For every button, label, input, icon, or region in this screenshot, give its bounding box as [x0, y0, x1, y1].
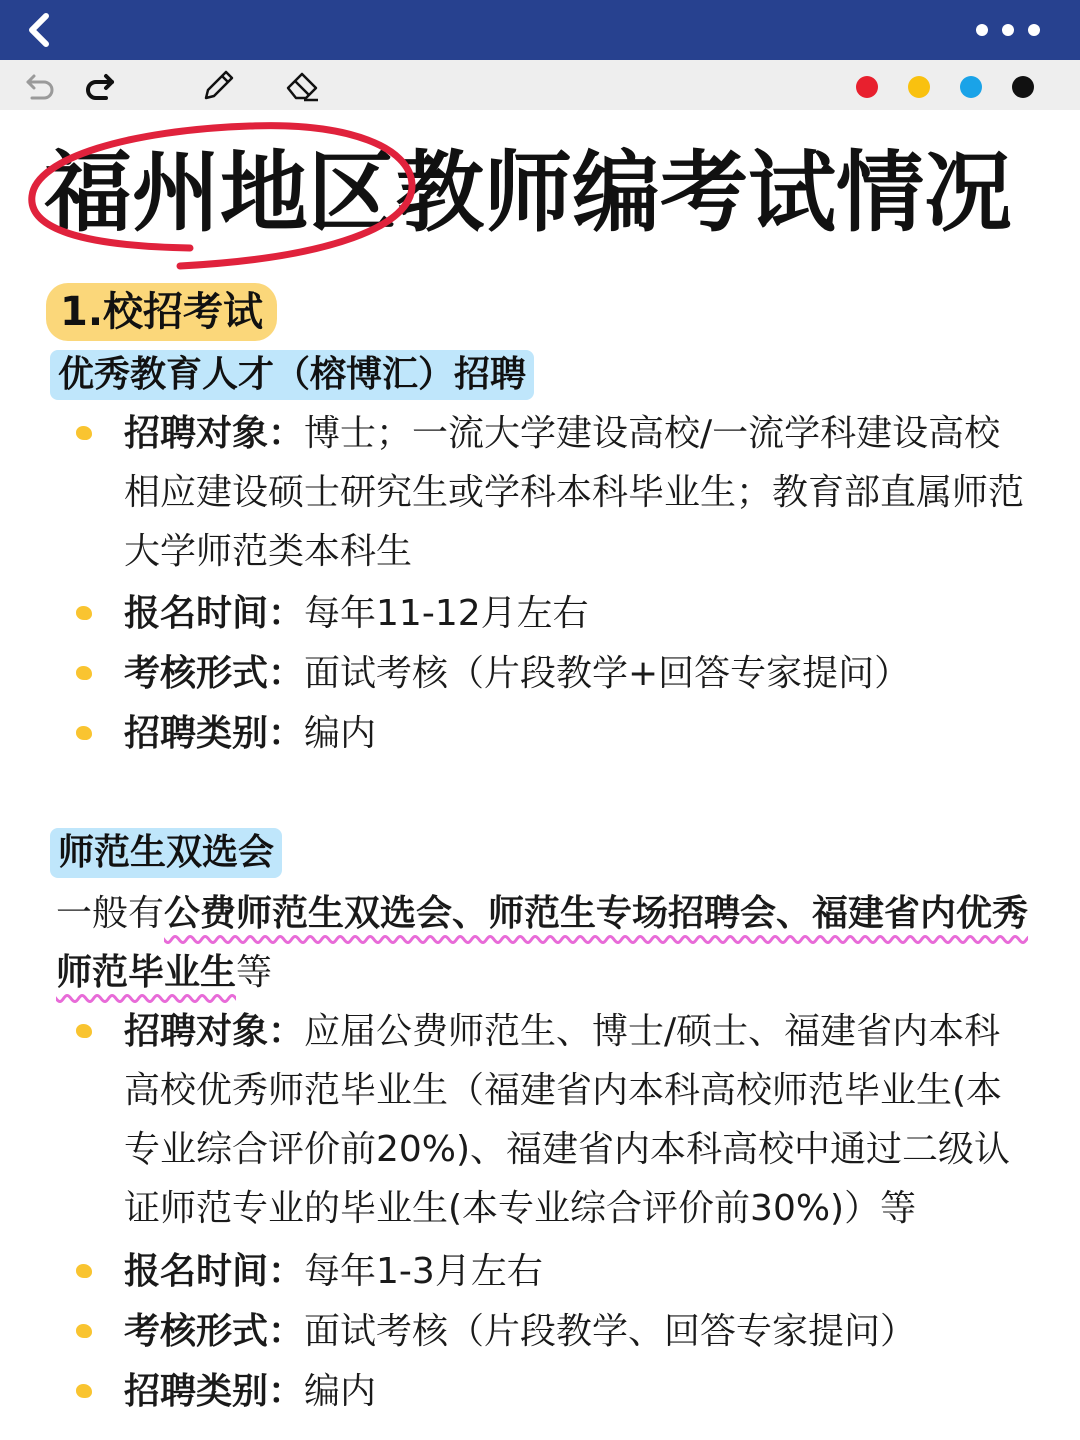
- subsection-heading-dual-selection: 师范生双选会: [50, 828, 282, 878]
- color-black-swatch[interactable]: [1012, 76, 1034, 98]
- list-item: 报名时间：每年11-12月左右: [124, 593, 589, 634]
- color-red-swatch[interactable]: [856, 76, 878, 98]
- subsection-heading-rongbohui: 优秀教育人才（榕博汇）招聘: [50, 350, 534, 400]
- eraser-icon[interactable]: [282, 66, 320, 104]
- color-yellow-swatch[interactable]: [908, 76, 930, 98]
- list-item: 招聘类别：编内: [124, 713, 377, 754]
- list-item: 考核形式：面试考核（片段教学、回答专家提问）: [124, 1311, 917, 1352]
- list-item: 招聘类别：编内: [124, 1371, 377, 1412]
- top-nav-bar: [0, 0, 1080, 60]
- page-title: 福州地区教师编考试情况: [44, 141, 1013, 244]
- bullet-icon: [76, 726, 92, 740]
- intro-paragraph: 一般有公费师范生双选会、师范生专场招聘会、福建省内优秀师范毕业生等: [56, 893, 1029, 993]
- bullet-icon: [76, 1024, 92, 1038]
- bullet-icon: [76, 606, 92, 620]
- list-item: 考核形式：面试考核（片段教学+回答专家提问）: [124, 653, 911, 694]
- list-item: 招聘对象：博士；一流大学建设高校/一流学科建设高校相应建设硕士研究生或学科本科毕业生；教育部直属师范大学师范类本科生: [124, 413, 1025, 572]
- chevron-left-icon[interactable]: [22, 10, 58, 50]
- list-item: 招聘对象：应届公费师范生、博士/硕士、福建省内本科高校优秀师范毕业生（福建省内本科高校师范毕业生(本专业综合评价前20%)、福建省内本科高校中通过二级认证师范专业的毕业生(本专业综合评价前30%)）等: [124, 1011, 1011, 1229]
- more-dots-icon[interactable]: [976, 20, 1040, 40]
- list-item: 报名时间：每年1-3月左右: [124, 1251, 543, 1292]
- bullet-icon: [76, 1264, 92, 1278]
- pencil-icon[interactable]: [198, 66, 236, 104]
- undo-icon[interactable]: [22, 66, 60, 104]
- bullet-icon: [76, 666, 92, 680]
- bullet-icon: [76, 426, 92, 440]
- redo-icon[interactable]: [80, 66, 118, 104]
- title-area: [0, 118, 1080, 278]
- bullet-icon: [76, 1324, 92, 1338]
- color-blue-swatch[interactable]: [960, 76, 982, 98]
- section-heading-campus: 1.校招考试: [46, 283, 277, 341]
- bullet-icon: [76, 1384, 92, 1398]
